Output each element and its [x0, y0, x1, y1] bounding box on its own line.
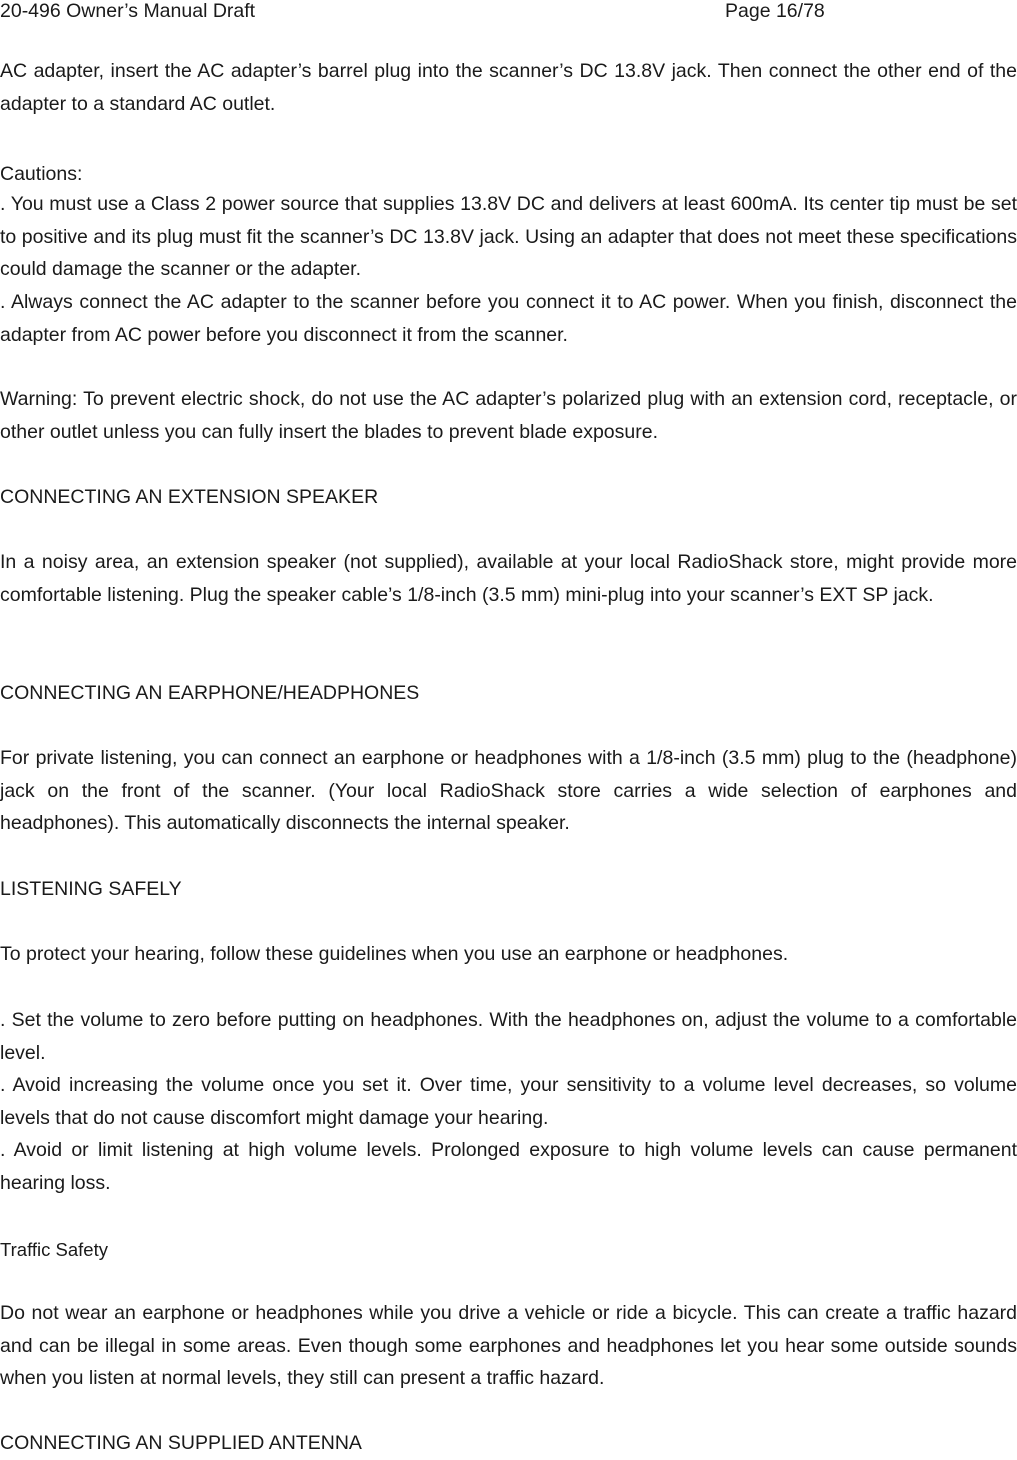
paragraph-traffic-safety: Do not wear an earphone or headphones while you drive a vehicle or ride a bicycle. This can create a traffic hazard and can be illegal in some areas. Even though some earphones and headphones let you hear some outside sounds when you listen at normal levels, they still can present a traffic hazard.: [0, 1302, 1017, 1389]
heading-listening-safely: LISTENING SAFELY: [0, 878, 182, 900]
heading-antenna: CONNECTING AN SUPPLIED ANTENNA: [0, 1432, 362, 1454]
guideline-item-2: . Avoid increasing the volume once you set it. Over time, your sensitivity to a volume level decreases, so volume levels that do not cause discomfort might damage your hearing.: [0, 1074, 1017, 1129]
guideline-item-3: . Avoid or limit listening at high volume levels. Prolonged exposure to high volume levels can cause permanent hearing loss.: [0, 1139, 1017, 1194]
heading-traffic-safety: Traffic Safety: [0, 1239, 108, 1260]
warning-paragraph: Warning: To prevent electric shock, do not use the AC adapter’s polarized plug with an extension cord, receptacle, or other outlet unless you can fully insert the blades to prevent blade exposure.: [0, 388, 1017, 443]
paragraph-extension-speaker: In a noisy area, an extension speaker (not supplied), available at your local RadioShack store, might provide more comfortable listening. Plug the speaker cable’s 1/8-inch (3.5 mm) mini-plug into your scanner’s EXT SP jack.: [0, 551, 1017, 606]
heading-earphone: CONNECTING AN EARPHONE/HEADPHONES: [0, 682, 420, 704]
paragraph-earphone: For private listening, you can connect an earphone or headphones with a 1/8-inch (3.5 mm) plug to the (headphone) jack on the front of the scanner. (Your local RadioShack store carries a wide selection of earphones and headphones). This automatically disconnects the internal speaker.: [0, 747, 1017, 834]
caution-item-2: . Always connect the AC adapter to the scanner before you connect it to AC power. When you finish, disconnect the adapter from AC power before you disconnect it from the scanner.: [0, 291, 1017, 346]
paragraph-listening-intro: To protect your hearing, follow these guidelines when you use an earphone or headphones.: [0, 943, 789, 965]
heading-extension-speaker: CONNECTING AN EXTENSION SPEAKER: [0, 486, 379, 508]
caution-item-1: . You must use a Class 2 power source that supplies 13.8V DC and delivers at least 600mA. Its center tip must be set to positive and its plug must fit the scanner’s DC 13.8V jack. Using an adapter that does not meet these specifications could damage the scanner or the adapter.: [0, 193, 1017, 280]
guideline-item-1: . Set the volume to zero before putting on headphones. With the headphones on, adjust the volume to a comfortable level.: [0, 1009, 1017, 1064]
cautions-label: Cautions:: [0, 163, 83, 185]
document-title: 20-496 Owner’s Manual Draft: [0, 0, 256, 22]
page-number: Page 16/78: [725, 0, 825, 22]
page-header: [0, 0, 1017, 26]
paragraph-ac-adapter: AC adapter, insert the AC adapter’s barrel plug into the scanner’s DC 13.8V jack. Then connect the other end of the adapter to a standard AC outlet.: [0, 60, 1017, 115]
